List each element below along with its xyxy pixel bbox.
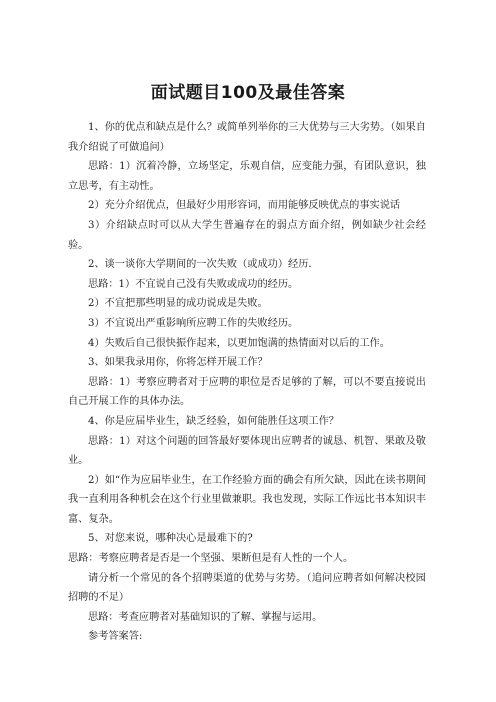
document-paragraph: 3）介绍缺点时可以从大学生普遍存在的弱点方面介绍，例如缺少社会经验。 <box>68 219 426 251</box>
document-title: 面试题目100及最佳答案 <box>150 83 346 103</box>
document-paragraph: 思路：考查应聘者对基础知识的了解、掌握与运用。 <box>88 611 323 623</box>
document-paragraph: 4）失败后自己很快振作起来，以更加饱满的热情面对以后的工作。 <box>88 337 390 349</box>
document-paragraph: 思路：1）对这个问题的回答最好要体现出应聘者的诚恳、机智、果敢及敬业。 <box>68 435 426 467</box>
document-paragraph: 思路：1）沉着冷静，立场坚定，乐观自信，应变能力强，有团队意识，独立思考，有主动性。 <box>68 161 426 192</box>
document-paragraph: 5、对您来说，哪种决心是最难下的? <box>88 533 253 545</box>
document-paragraph: 思路：1）考察应聘者对于应聘的职位是否足够的了解，可以不要直接说出自己开展工作的具体办法。 <box>68 376 426 408</box>
document-paragraph: 3）不宜说出严重影响所应聘工作的失败经历。 <box>88 317 299 329</box>
document-paragraph: 思路：考察应聘者是否是一个坚强、果断但是有人性的一个人。 <box>68 553 354 565</box>
document-paragraph: 2）充分介绍优点，但最好少用形容词，而用能够反映优点的事实说话 <box>88 200 401 212</box>
document-body <box>68 118 426 647</box>
document-paragraph: 1、你的优点和缺点是什么？或简单列举你的三大优势与三大劣势。（如果自我介绍说了可做追问） <box>68 122 426 153</box>
document-paragraph: 参考答案答: <box>88 631 143 643</box>
document-paragraph: 2）如“作为应届毕业生，在工作经验方面的确会有所欠缺，因此在读书期间我一直利用各种机会在这个行业里做兼职。我也发现，实际工作远比书本知识丰富、复杂。 <box>68 474 426 525</box>
document-paragraph: 思路：1）不宜说自己没有失败或成功的经历。 <box>88 278 299 290</box>
document-paragraph: 4、你是应届毕业生，缺乏经验，如何能胜任这项工作？ <box>88 415 339 427</box>
document-paragraph: 请分析一个常见的各个招聘渠道的优势与劣势。（追问应聘者如何解决校园招聘的不足） <box>68 572 426 604</box>
document-paragraph: 3、如果我录用你，你将怎样开展工作？ <box>88 357 268 369</box>
document-paragraph: 2、谈一谈你大学期间的一次失败（或成功）经历. <box>88 259 312 271</box>
document-paragraph: 2）不宜把那些明显的成功说成是失败。 <box>88 298 268 310</box>
